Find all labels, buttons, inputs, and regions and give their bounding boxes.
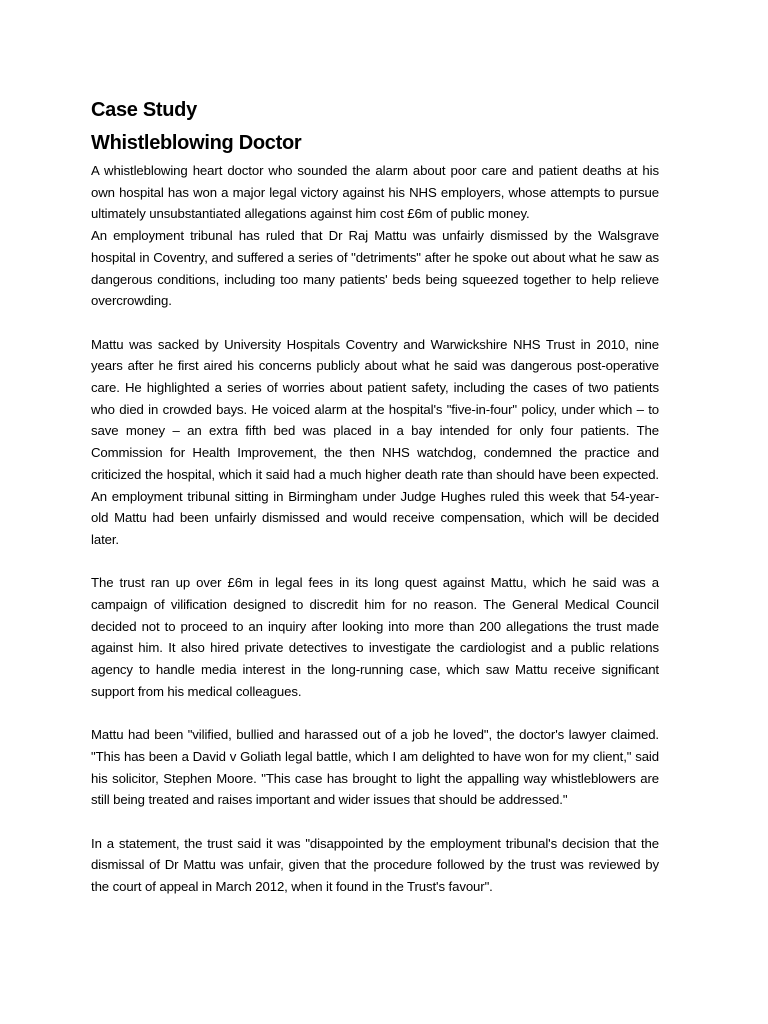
document-body	[91, 160, 659, 898]
paragraph-trust-statement: In a statement, the trust said it was "disappointed by the employment tribunal's decision that the dismissal of Dr Mattu was unfair, given that the procedure followed by the trust was reviewed by the court of appeal in March 2012, when it found in the Trust's favour".	[91, 835, 659, 895]
paragraph-dismissal-background: Mattu was sacked by University Hospitals Coventry and Warwickshire NHS Trust in 2010, nine years after he first aired his concerns publicly about what he said was dangerous post-operative care. He highlighted a series of worries about patient safety, including the cases of two patients who died in crowded bays. He voiced alarm at the hospital's "five-in-four" policy, under which – to save money – an extra fifth bed was placed in a bay intended for only four patients. The Commission for Health Improvement, the then NHS watchdog, condemned the practice and criticized the hospital, which it said had a much higher death rate than should have been expected. An employment tribunal sitting in Birmingham under Judge Hughes ruled this week that 54-year-old Mattu had been unfairly dismissed and would receive compensation, which will be decided later.	[91, 336, 659, 547]
paragraph-lawyer-quote: Mattu had been "vilified, bullied and harassed out of a job he loved", the doctor's lawyer claimed. "This has been a David v Goliath legal battle, which I am delighted to have won for my client," said his solicitor, Stephen Moore. "This case has brought to light the appalling way whistleblowers are still being treated and raises important and wider issues that should be addressed."	[91, 727, 659, 808]
document-subtitle: Whistleblowing Doctor	[91, 132, 302, 154]
document-page	[91, 94, 659, 898]
paragraph-tribunal-ruling: An employment tribunal has ruled that Dr Raj Mattu was unfairly dismissed by the Walsgrave hospital in Coventry, and suffered a series of "detriments" after he spoke out about what he saw as dangerous conditions, including too many patients' beds being squeezed together to help relieve overcrowding.	[91, 228, 659, 309]
paragraph-legal-fees: The trust ran up over £6m in legal fees in its long quest against Mattu, which he said was a campaign of vilification designed to discredit him for no reason. The General Medical Council decided not to proceed to an inquiry after looking into more than 200 allegations the trust made against him. It also hired private detectives to investigate the cardiologist and a public relations agency to handle media interest in the long-running case, which saw Mattu receive significant support from his medical colleagues.	[91, 575, 659, 699]
paragraph-intro: A whistleblowing heart doctor who sounded the alarm about poor care and patient deaths at his own hospital has won a major legal victory against his NHS employers, whose attempts to pursue ultimately unsubstantiated allegations against him cost £6m of public money.	[91, 163, 659, 222]
document-title: Case Study	[91, 99, 197, 121]
